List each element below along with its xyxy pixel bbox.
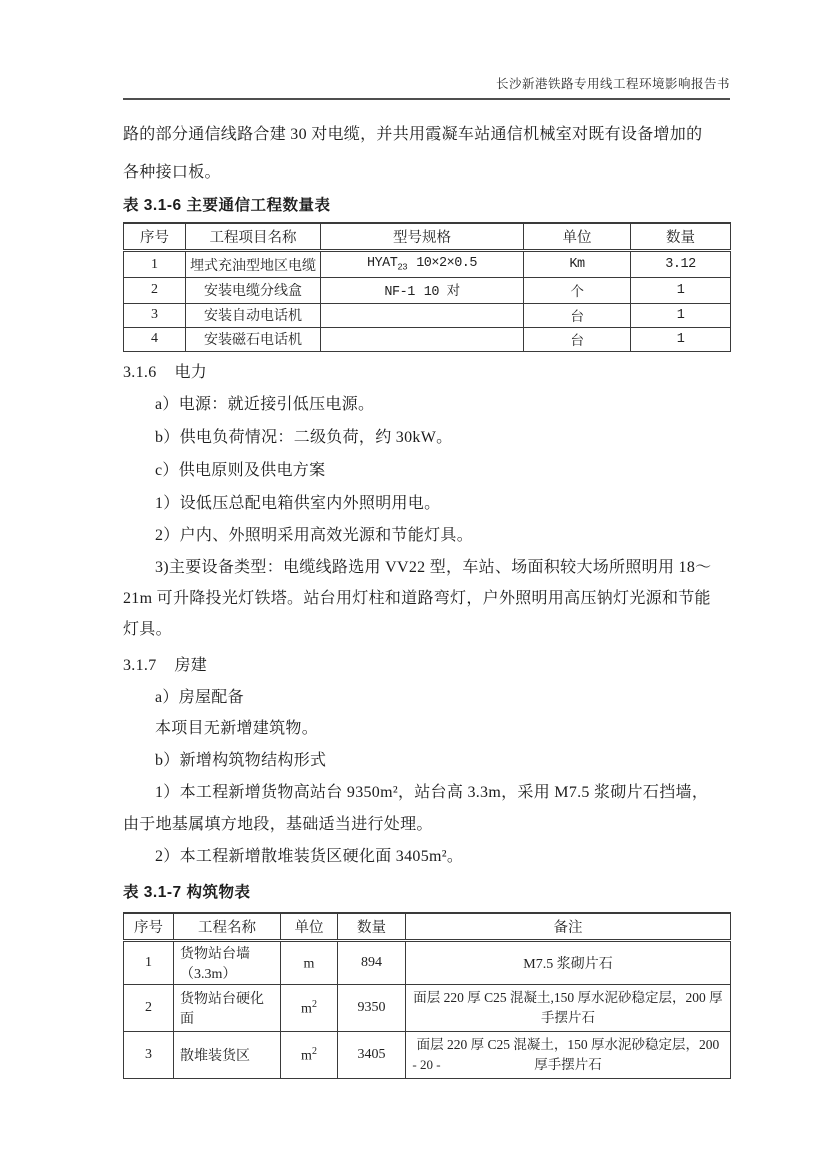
cell-name: 货物站台硬化面 [174, 985, 281, 1032]
unit-base: m [303, 956, 315, 972]
page-number: - 20 - [412, 1057, 441, 1072]
section-heading-317 [123, 656, 730, 676]
table1-col-name: 工程项目名称 [186, 223, 321, 251]
list-item: b）供电负荷情况：二级负荷，约 30kW。 [155, 429, 453, 446]
table2-header-row [124, 913, 731, 941]
list-item: c）供电原则及供电方案 [155, 462, 326, 479]
cell-unit: 个 [524, 278, 631, 304]
list-item-continuation: 灯具。 [123, 621, 172, 638]
table2-caption: 表 3.1-7 构筑物表 [123, 884, 251, 901]
cell-unit [281, 941, 338, 985]
section-title: 房建 [174, 657, 208, 674]
cell-qty: 1 [631, 303, 731, 327]
cell-note: 面层 220 厚 C25 混凝土，150 厚水泥砂稳定层，200 厚手摆片石 [406, 1032, 731, 1079]
unit-base: m [301, 1001, 312, 1017]
unit-base: m [301, 1048, 312, 1064]
model-base: HYAT [366, 256, 398, 272]
section-number: 3.1.6 [123, 364, 157, 381]
list-item: 本项目无新增建筑物。 [155, 720, 319, 737]
table-row [124, 941, 731, 985]
list-item: b）新增构筑物结构形式 [155, 752, 327, 769]
list-item: 1）设低压总配电箱供室内外照明用电。 [155, 495, 441, 512]
list-item: 3)主要设备类型：电缆线路选用 VV22 型，车站、场面积较大场所照明用 18～ [155, 559, 712, 576]
cell-spec [321, 327, 524, 351]
cell-note: M7.5 浆砌片石 [406, 941, 731, 985]
cell-spec [321, 278, 524, 304]
table-row [124, 303, 731, 327]
table2-col-no: 序号 [124, 913, 174, 941]
cell-unit [281, 985, 338, 1032]
cell-qty: 3405 [338, 1032, 406, 1079]
structures-table [123, 912, 731, 1079]
cell-qty: 3.12 [631, 251, 731, 278]
list-item: a）房屋配备 [155, 689, 244, 706]
intro-line-1: 路的部分通信线路合建 30 对电缆，并共用霞凝车站通信机械室对既有设备增加的 [123, 126, 703, 143]
table1-col-qty: 数量 [631, 223, 731, 251]
cell-no: 3 [124, 1032, 174, 1079]
list-item: 2）本工程新增散堆装货区硬化面 3405m²。 [155, 848, 464, 865]
table-row [124, 251, 731, 278]
table2-col-unit: 单位 [281, 913, 338, 941]
cell-qty: 1 [631, 278, 731, 304]
list-item-continuation: 21m 可升降投光灯铁塔。站台用灯柱和道路弯灯，户外照明用高压钠灯光源和节能 [123, 590, 711, 607]
cell-no: 1 [124, 941, 174, 985]
section-number: 3.1.7 [123, 657, 157, 674]
cell-name: 安装磁石电话机 [186, 327, 321, 351]
model-base: NF-1 [384, 285, 415, 300]
cell-no: 2 [124, 985, 174, 1032]
table2-col-note: 备注 [406, 913, 731, 941]
cell-no: 3 [124, 303, 186, 327]
model-size: 10 对 [423, 285, 460, 300]
cell-unit: 台 [524, 303, 631, 327]
table-row [124, 985, 731, 1032]
cell-note: 面层 220 厚 C25 混凝土,150 厚水泥砂稳定层，200 厚手摆片石 [406, 985, 731, 1032]
list-item: a）电源：就近接引低压电源。 [155, 396, 375, 413]
cell-qty: 9350 [338, 985, 406, 1032]
cell-name: 货物站台墙（3.3m） [174, 941, 281, 985]
unit-superscript: 2 [311, 998, 317, 1010]
cell-no: 2 [124, 278, 186, 304]
intro-line-2: 各种接口板。 [123, 164, 221, 181]
cell-unit: 台 [524, 327, 631, 351]
cell-name: 埋式充油型地区电缆 [186, 251, 321, 278]
table-row [124, 278, 731, 304]
list-item: 2）户内、外照明采用高效光源和节能灯具。 [155, 527, 474, 544]
cell-name: 安装自动电话机 [186, 303, 321, 327]
table1-col-no: 序号 [124, 223, 186, 251]
table1-header-row [124, 223, 731, 251]
model-size: 10×2×0.5 [416, 256, 478, 272]
table1-col-unit: 单位 [524, 223, 631, 251]
table-row [124, 327, 731, 351]
section-heading-316 [123, 363, 730, 383]
cell-qty: 1 [631, 327, 731, 351]
section-title: 电力 [174, 364, 208, 381]
table1-col-spec: 型号规格 [321, 223, 524, 251]
table2-col-name: 工程名称 [174, 913, 281, 941]
model-subscript: 23 [397, 262, 408, 273]
cell-unit: Km [524, 251, 631, 278]
list-item-continuation: 由于地基属填方地段，基础适当进行处理。 [123, 816, 433, 833]
unit-superscript: 2 [311, 1045, 317, 1057]
page-header-title: 长沙新港铁路专用线工程环境影响报告书 [123, 74, 730, 100]
cell-no: 1 [124, 251, 186, 278]
cell-name: 散堆装货区 [174, 1032, 281, 1079]
cell-name: 安装电缆分线盒 [186, 278, 321, 304]
cell-spec [321, 251, 524, 278]
cell-no: 4 [124, 327, 186, 351]
table1-caption: 表 3.1-6 主要通信工程数量表 [123, 197, 331, 214]
table2-col-qty: 数量 [338, 913, 406, 941]
communication-works-table [123, 222, 731, 352]
cell-qty: 894 [338, 941, 406, 985]
cell-spec [321, 303, 524, 327]
list-item: 1）本工程新增货物高站台 9350m²，站台高 3.3m，采用 M7.5 浆砌片石挡墙， [155, 784, 709, 801]
